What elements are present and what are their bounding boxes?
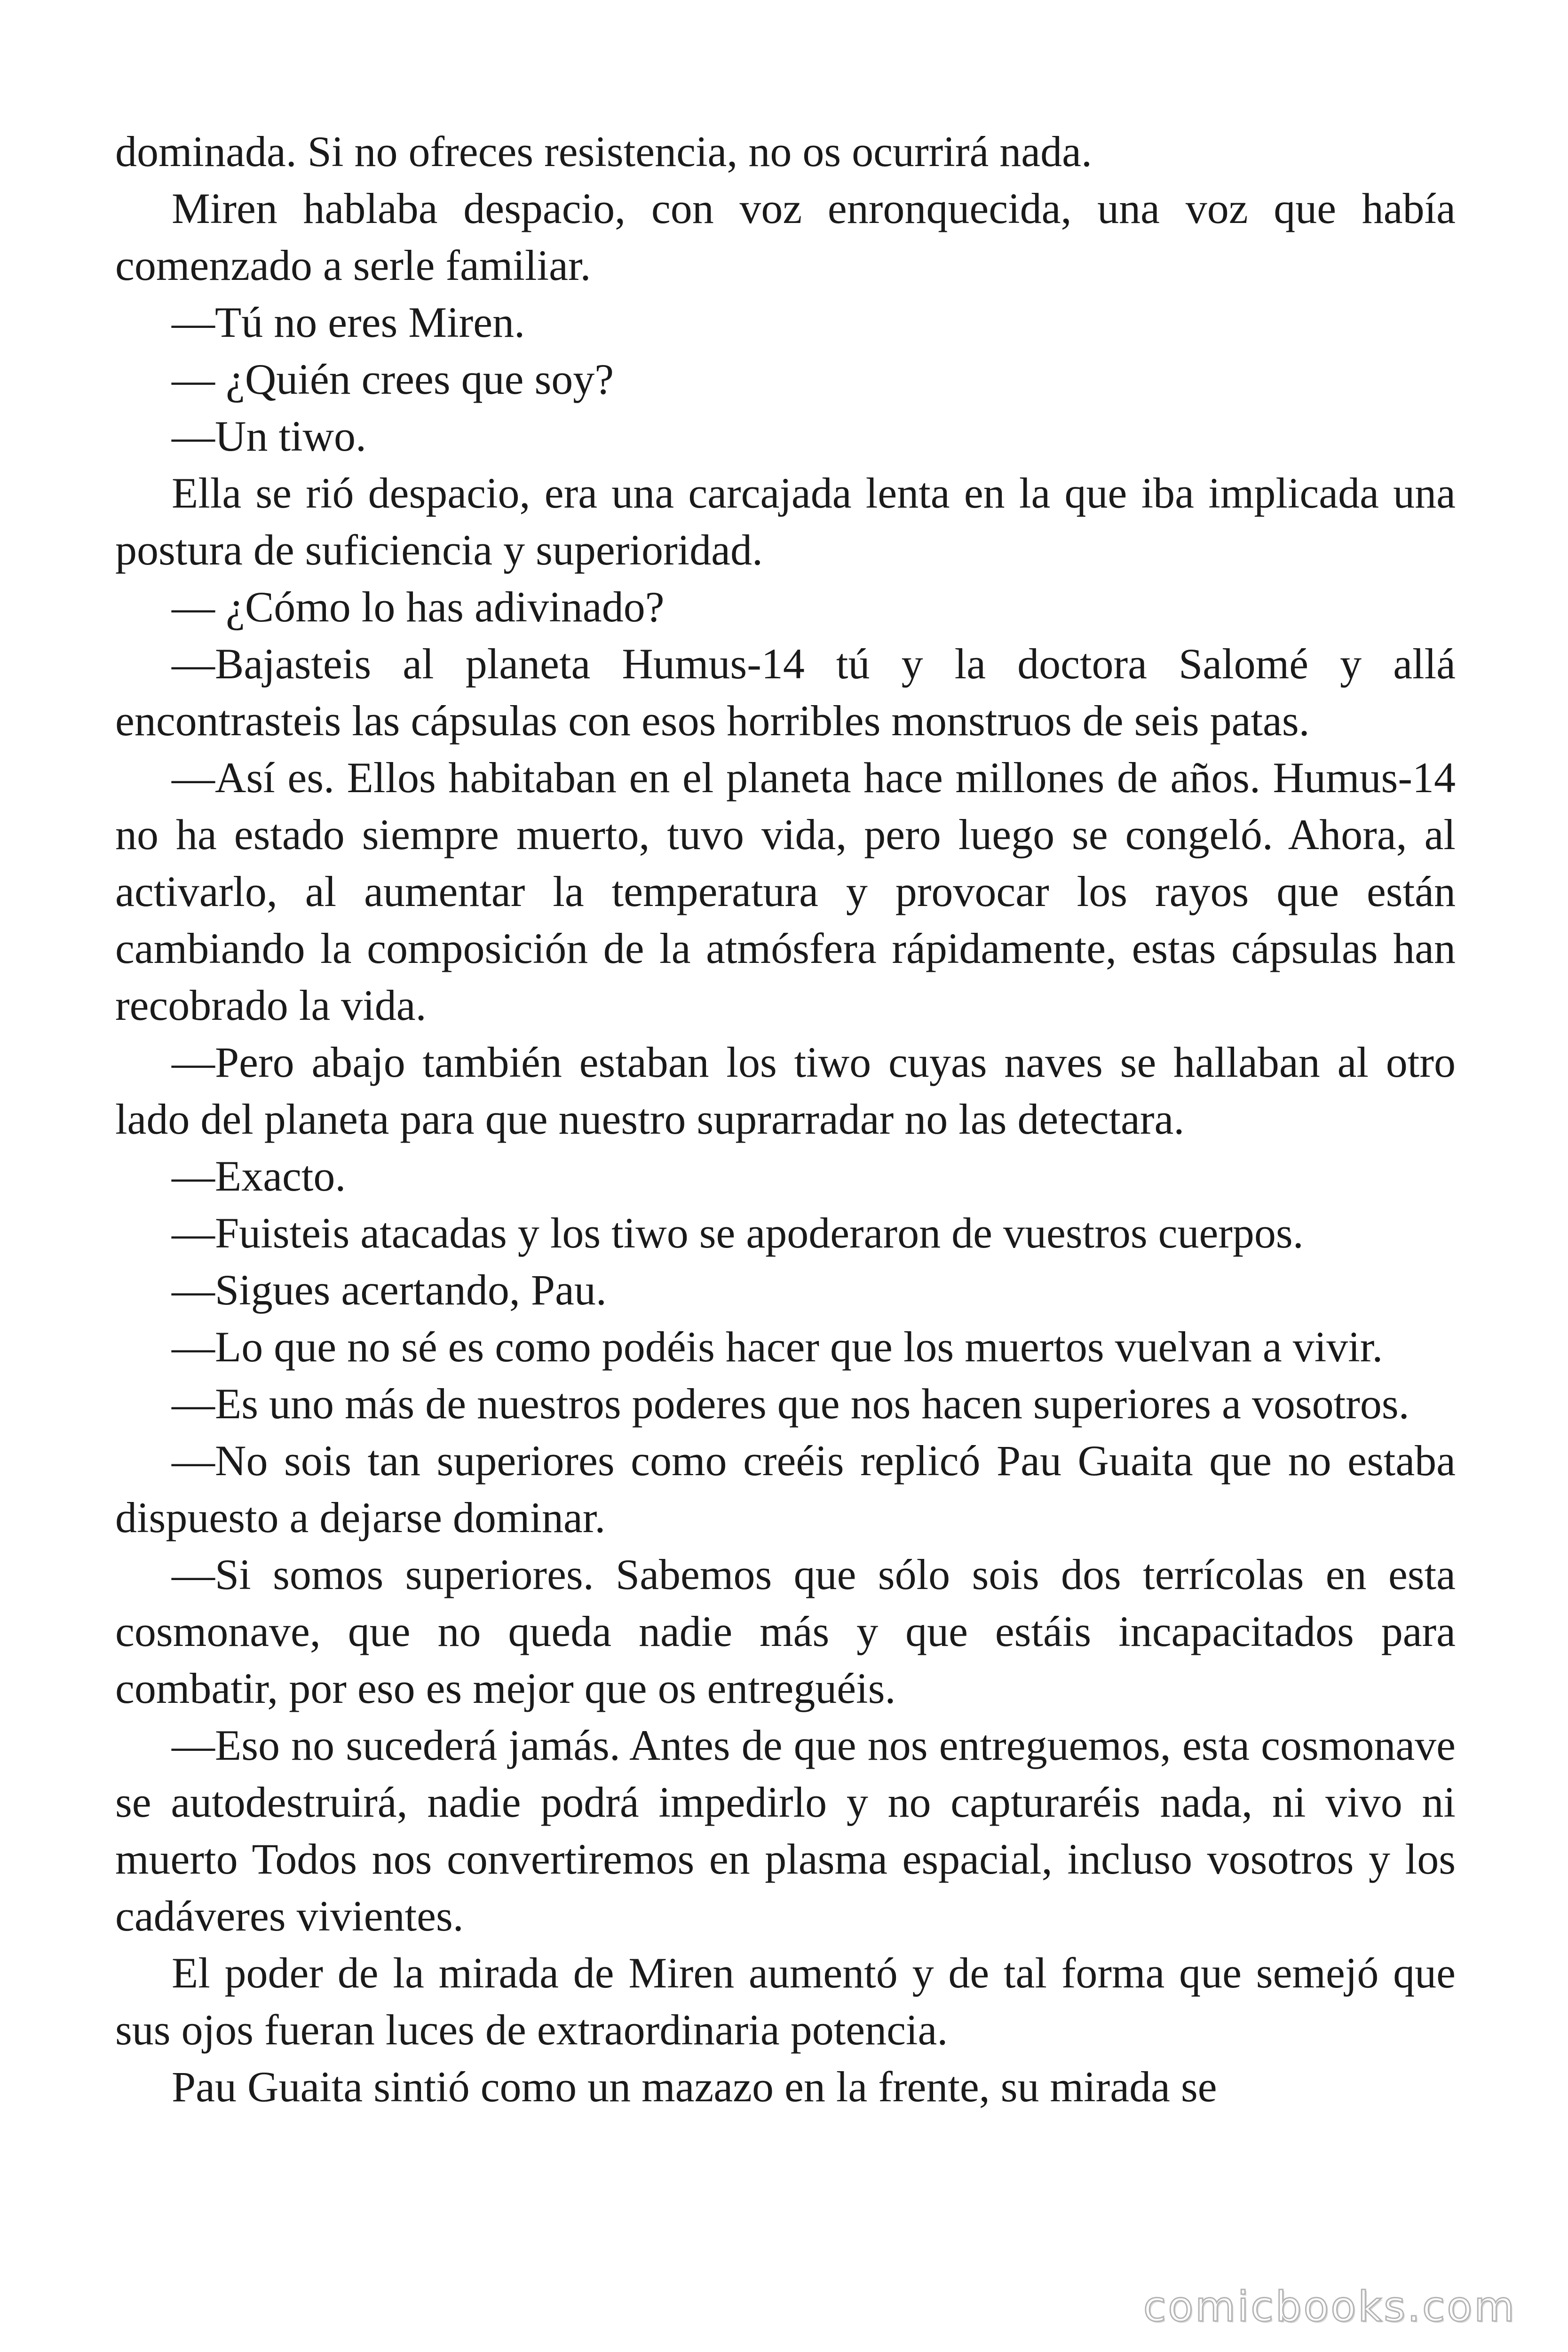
dialogue-line: — ¿Quién crees que soy?: [172, 355, 614, 403]
dialogue-line: —Fuisteis atacadas y los tiwo se apoderaron de vuestros cuerpos.: [172, 1209, 1304, 1257]
dialogue-line: —Bajasteis al planeta Humus-14 tú y la doctora Salomé y allá encontrasteis las cápsulas con esos horribles monstruos de seis patas.: [115, 640, 1456, 745]
dialogue-line: — ¿Cómo lo has adivinado?: [172, 583, 665, 631]
watermark-text: comicbooks.com: [1143, 2282, 1516, 2331]
paragraph: Miren hablaba despacio, con voz enronquecida, una voz que había comenzado a serle familiar.: [115, 184, 1456, 289]
dialogue-line: —Exacto.: [172, 1152, 346, 1200]
dialogue-line: —Es uno más de nuestros poderes que nos hacen superiores a vosotros.: [172, 1380, 1410, 1428]
dialogue-line: —Pero abajo también estaban los tiwo cuyas naves se hallaban al otro lado del planeta para que nuestro suprarradar no las detectara.: [115, 1038, 1456, 1143]
paragraph: Pau Guaita sintió como un mazazo en la frente, su mirada se: [172, 2063, 1217, 2111]
dialogue-line: —No sois tan superiores como creéis replicó Pau Guaita que no estaba dispuesto a dejarse dominar.: [115, 1437, 1456, 1542]
dialogue-line: —Un tiwo.: [172, 412, 366, 460]
paragraph: Ella se rió despacio, era una carcajada lenta en la que iba implicada una postura de suficiencia y superioridad.: [115, 469, 1456, 574]
dialogue-line: —Así es. Ellos habitaban en el planeta hace millones de años. Humus-14 no ha estado siempre muerto, tuvo vida, pero luego se congeló. Ahora, al activarlo, al aumentar la temperatura y provocar los rayos que están cambiando la composición de la atmósfera rápidamente, estas cápsulas han recobrado la vida.: [115, 754, 1456, 1029]
dialogue-line: —Sigues acertando, Pau.: [172, 1266, 607, 1314]
paragraph: El poder de la mirada de Miren aumentó y de tal forma que semejó que sus ojos fueran luces de extraordinaria potencia.: [115, 1949, 1456, 2054]
dialogue-line: —Tú no eres Miren.: [172, 298, 525, 346]
paragraph: dominada. Si no ofreces resistencia, no os ocurrirá nada.: [115, 127, 1092, 175]
dialogue-line: —Lo que no sé es como podéis hacer que los muertos vuelvan a vivir.: [172, 1323, 1383, 1371]
dialogue-line: —Eso no sucederá jamás. Antes de que nos entreguemos, esta cosmonave se autodestruirá, nadie podrá impedirlo y no capturaréis nada, ni vivo ni muerto Todos nos convertiremos en plasma espacial, incluso vosotros y los cadáveres vivientes.: [115, 1721, 1456, 1940]
dialogue-line: —Si somos superiores. Sabemos que sólo sois dos terrícolas en esta cosmonave, que no queda nadie más y que estáis incapacitados para combatir, por eso es mejor que os entreguéis.: [115, 1550, 1456, 1712]
page-text: [115, 123, 1456, 2115]
